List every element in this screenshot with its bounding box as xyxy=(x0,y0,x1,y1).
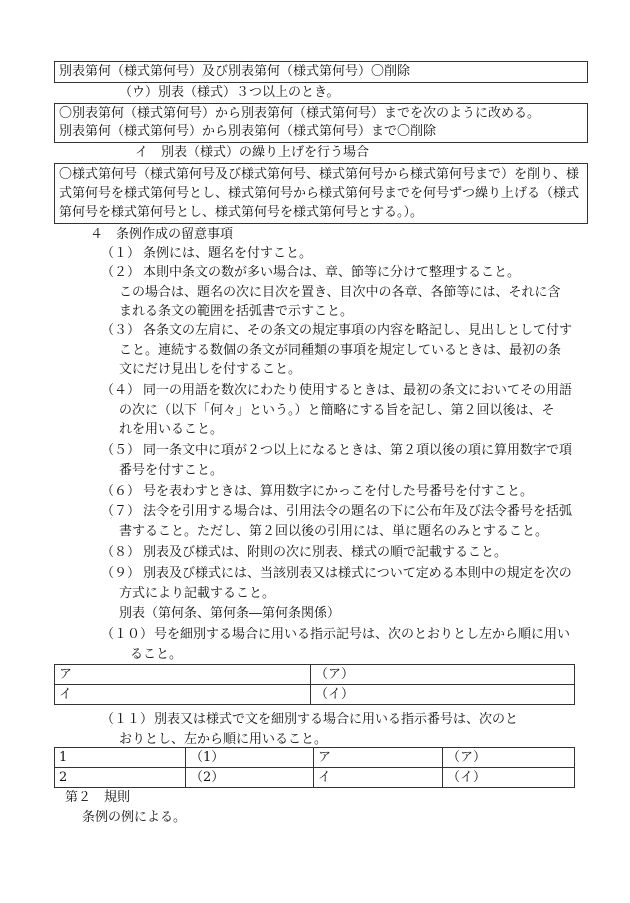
table-cell: ア xyxy=(55,665,311,685)
item-text: れを用いること。 xyxy=(119,422,224,437)
table-row xyxy=(55,748,575,768)
item-text: おりとし、左から順に用いること。 xyxy=(119,732,328,747)
item-number: （１１） xyxy=(101,712,154,727)
item-text: 書すること。ただし、第２回以後の引用には、単に題名のみとすること。 xyxy=(119,524,549,539)
item-text: 条例には、題名を付すこと。 xyxy=(143,246,313,261)
amendment-box-delete xyxy=(54,61,588,83)
item-text: こと。連続する数個の条文が同種類の事項を規定しているときは、最初の条 xyxy=(119,343,562,358)
item-number: （５） xyxy=(101,443,141,458)
section-body: 条例の例による。 xyxy=(82,810,187,825)
table-cell: （1） xyxy=(186,748,314,768)
amendment-box-renumber xyxy=(54,163,588,224)
item-text: 各条文の左肩に、その条文の規定事項の内容を略記し、見出しとして付す xyxy=(143,323,573,338)
item-text: 号を表わすときは、算用数字にかっこを付した号番号を付すこと。 xyxy=(143,484,534,499)
box-text: 〇別表第何（様式第何号）から別表第何（様式第何号）までを次のように改める。 xyxy=(59,106,541,121)
table-cell: （2） xyxy=(186,768,314,788)
amendment-box-replace xyxy=(54,103,588,143)
item-text: の次に（以下「何々」という。）と簡略にする旨を記し、第２回以後は、そ xyxy=(119,403,555,418)
item-number: （２） xyxy=(101,265,141,280)
table-cell: イ xyxy=(314,768,443,788)
item-text: 同一条文中に項が２つ以上になるときは、第２項以後の項に算用数字で項 xyxy=(143,443,573,458)
table-row xyxy=(55,768,575,788)
item-text: ること。 xyxy=(130,647,183,662)
item-text: この場合は、題名の次に目次を置き、目次中の各章、各節等には、それに含 xyxy=(119,285,561,300)
box-text: 第何号を様式第何号とし、様式第何号を様式第何号とする。）。 xyxy=(59,205,424,220)
item-number: （８） xyxy=(101,545,141,560)
item-number: （１０） xyxy=(101,627,154,642)
indicator-symbol-table xyxy=(54,664,575,705)
table-cell: （ア） xyxy=(443,748,575,768)
item-text: 同一の用語を数次にわたり使用するときは、最初の条文においてその用語 xyxy=(143,383,573,398)
box-text: 〇様式第何号（様式第何号及び様式第何号、様式第何号から様式第何号まで）を削り、様 xyxy=(59,167,580,182)
table-cell: （ア） xyxy=(311,665,575,685)
item-number: （６） xyxy=(101,484,141,499)
item-text: 法令を引用する場合は、引用法令の題名の下に公布年及び法令番号を括弧 xyxy=(143,504,573,519)
table-cell: 2 xyxy=(55,768,186,788)
item-text: 別表及び様式は、附則の次に別表、様式の順で記載すること。 xyxy=(143,545,508,560)
item-text: 文にだけ見出しを付すること。 xyxy=(119,362,302,377)
item-number: （９） xyxy=(101,566,141,581)
box-text: 別表第何（様式第何号）から別表第何（様式第何号）まで〇削除 xyxy=(59,124,437,139)
table-cell: 1 xyxy=(55,748,186,768)
item-text: 別表又は様式で文を細別する場合に用いる指示番号は、次のと xyxy=(154,712,519,727)
item-number: （３） xyxy=(101,323,141,338)
table-cell: （イ） xyxy=(311,685,575,705)
item-text: 番号を付すこと。 xyxy=(119,463,224,478)
section-title: 第２ 規則 xyxy=(65,790,131,805)
item-number: （７） xyxy=(101,504,141,519)
table-cell: ア xyxy=(314,748,443,768)
heading-i: イ 別表（様式）の繰り上げを行う場合 xyxy=(135,145,370,160)
item-number: （４） xyxy=(101,383,141,398)
section-title: ４ 条例作成の留意事項 xyxy=(90,227,234,242)
item-text: 号を細別する場合に用いる指示記号は、次のとおりとし左から順に用い xyxy=(154,627,571,642)
indicator-number-table xyxy=(54,747,575,788)
table-row xyxy=(55,665,575,685)
item-text: 別表及び様式には、当該別表又は様式について定める本則中の規定を次の xyxy=(143,566,572,581)
table-cell: （イ） xyxy=(443,768,575,788)
box-text: 式第何号を様式第何号とし、様式第何号から様式第何号までを何号ずつ繰り上げる（様式 xyxy=(59,186,580,201)
item-number: （１） xyxy=(101,246,141,261)
table-row xyxy=(55,685,575,705)
item-text: まれる条文の範囲を括弧書で示すこと。 xyxy=(119,304,354,319)
heading-u: （ウ）別表（様式）３つ以上のとき。 xyxy=(119,85,340,100)
item-text: 本則中条文の数が多い場合は、章、節等に分けて整理すること。 xyxy=(143,265,521,280)
item-text: 方式により記載すること。 xyxy=(119,586,276,601)
table-cell: イ xyxy=(55,685,311,705)
box-text: 別表第何（様式第何号）及び別表第何（様式第何号）〇削除 xyxy=(59,64,411,79)
item-text: 別表（第何条、第何条―第何条関係） xyxy=(119,606,341,621)
